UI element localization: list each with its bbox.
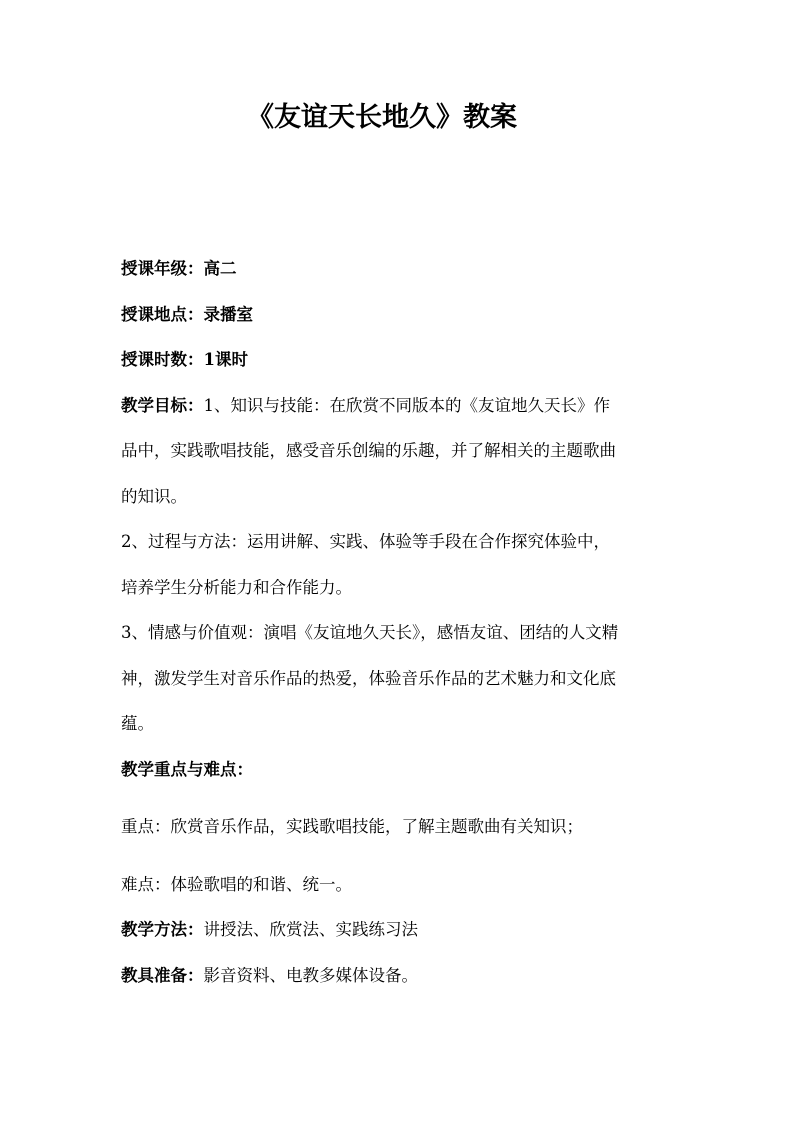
hours-label: 授课时数： [121,350,204,369]
objective-2-text-a: 2、过程与方法：运用讲解、实践、体验等手段在合作探究体验中， [121,532,610,551]
objective-3-text-a: 3、情感与价值观：演唱《友谊地久天长》，感悟友谊、团结的人文精 [121,623,619,642]
objective-3-line-1 [121,615,677,651]
objective-2-text-b: 培养学生分析能力和合作能力。 [121,577,352,597]
focus-text: 重点：欣赏音乐作品，实践歌唱技能，了解主题歌曲有关知识； [121,817,583,836]
document-body [121,251,677,993]
difficulty-row [121,867,677,903]
objective-2-line-2 [121,570,677,606]
objective-1-text-b: 品中，实践歌唱技能，感受音乐创编的乐趣，并了解相关的主题歌曲 [121,441,616,460]
objective-2-line-1 [121,524,677,560]
objectives-line-3 [121,479,677,515]
objective-1-text-c: 的知识。 [121,486,187,506]
key-points-label: 教学重点与难点： [121,759,253,779]
objectives-line-2 [121,433,677,469]
location-value: 录播室 [203,304,253,324]
methods-label: 教学方法： [121,920,204,939]
grade-value: 高二 [203,259,237,278]
methods-row [121,912,677,948]
objective-3-text-c: 蕴。 [121,714,154,733]
location-row [121,297,677,333]
grade-label: 授课年级： [121,259,204,278]
materials-row [121,958,677,994]
materials-label: 教具准备： [121,965,204,985]
focus-row [121,809,677,845]
objective-3-line-3 [121,706,677,742]
methods-value: 讲授法、欣赏法、实践练习法 [203,920,418,939]
objective-1-text-a: 1、知识与技能：在欣赏不同版本的《友谊地久天长》作 [203,395,610,415]
hours-row [121,342,677,378]
difficulty-text: 难点：体验歌唱的和谐、统一。 [121,874,352,894]
objectives-label: 教学目标： [121,395,204,415]
objectives-line-1 [121,388,677,424]
page-title [0,98,794,138]
key-points-heading [121,752,677,788]
materials-value: 影音资料、电教多媒体设备。 [203,965,418,985]
objective-3-text-b: 神，激发学生对音乐作品的热爱，体验音乐作品的艺术魅力和文化底 [121,668,616,688]
grade-row [121,251,677,287]
page-title-text: 《友谊天长地久》教案 [247,102,517,133]
location-label: 授课地点： [121,304,204,324]
hours-value: 1课时 [203,350,248,369]
objective-3-line-2 [121,661,677,697]
